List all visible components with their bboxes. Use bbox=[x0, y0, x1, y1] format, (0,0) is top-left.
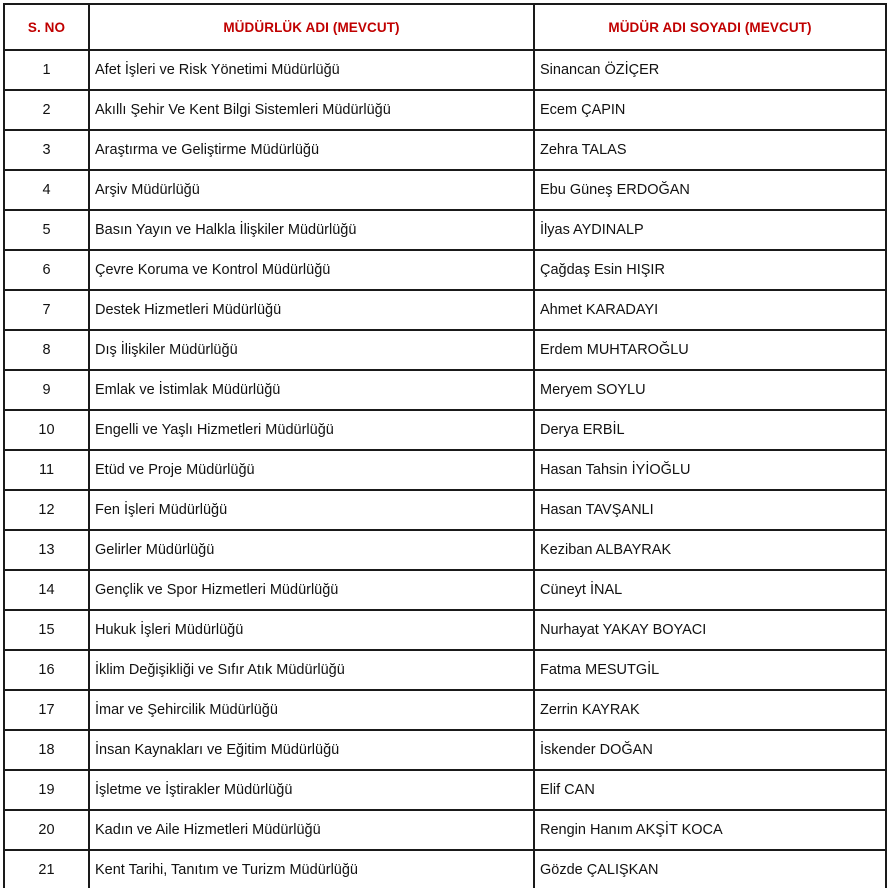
table-row bbox=[4, 130, 886, 170]
director-name-cell: Rengin Hanım AKŞİT KOCA bbox=[534, 810, 886, 850]
director-name-cell: Ecem ÇAPIN bbox=[534, 90, 886, 130]
directorate-name-cell: Araştırma ve Geliştirme Müdürlüğü bbox=[89, 130, 534, 170]
row-number-cell: 7 bbox=[4, 290, 89, 330]
directorate-name-cell: Dış İlişkiler Müdürlüğü bbox=[89, 330, 534, 370]
directorate-name-cell: Gelirler Müdürlüğü bbox=[89, 530, 534, 570]
directorate-name-cell: İşletme ve İştirakler Müdürlüğü bbox=[89, 770, 534, 810]
directorate-name-cell: Afet İşleri ve Risk Yönetimi Müdürlüğü bbox=[89, 50, 534, 90]
directorate-name-cell: Kent Tarihi, Tanıtım ve Turizm Müdürlüğü bbox=[89, 850, 534, 888]
directorate-name-cell: Destek Hizmetleri Müdürlüğü bbox=[89, 290, 534, 330]
directorate-name-cell: Kadın ve Aile Hizmetleri Müdürlüğü bbox=[89, 810, 534, 850]
row-number-cell: 11 bbox=[4, 450, 89, 490]
directorates-table bbox=[3, 3, 887, 888]
director-name-cell: Fatma MESUTGİL bbox=[534, 650, 886, 690]
director-name-cell: Meryem SOYLU bbox=[534, 370, 886, 410]
directorate-name-cell: Gençlik ve Spor Hizmetleri Müdürlüğü bbox=[89, 570, 534, 610]
table-row bbox=[4, 530, 886, 570]
row-number-cell: 14 bbox=[4, 570, 89, 610]
director-name-cell: Gözde ÇALIŞKAN bbox=[534, 850, 886, 888]
table-row bbox=[4, 490, 886, 530]
row-number-cell: 2 bbox=[4, 90, 89, 130]
directorate-name-cell: İnsan Kaynakları ve Eğitim Müdürlüğü bbox=[89, 730, 534, 770]
table-row bbox=[4, 690, 886, 730]
director-name-cell: Elif CAN bbox=[534, 770, 886, 810]
table-row bbox=[4, 610, 886, 650]
table-header-row bbox=[4, 4, 886, 50]
table-row bbox=[4, 370, 886, 410]
table-row bbox=[4, 170, 886, 210]
row-number-cell: 19 bbox=[4, 770, 89, 810]
directorate-name-cell: Engelli ve Yaşlı Hizmetleri Müdürlüğü bbox=[89, 410, 534, 450]
director-name-cell: İlyas AYDINALP bbox=[534, 210, 886, 250]
row-number-cell: 12 bbox=[4, 490, 89, 530]
directorate-name-cell: Fen İşleri Müdürlüğü bbox=[89, 490, 534, 530]
row-number-cell: 18 bbox=[4, 730, 89, 770]
table-row bbox=[4, 650, 886, 690]
table-row bbox=[4, 850, 886, 888]
directorate-name-cell: Etüd ve Proje Müdürlüğü bbox=[89, 450, 534, 490]
row-number-cell: 9 bbox=[4, 370, 89, 410]
row-number-cell: 21 bbox=[4, 850, 89, 888]
table-row bbox=[4, 770, 886, 810]
director-name-cell: İskender DOĞAN bbox=[534, 730, 886, 770]
table-row bbox=[4, 450, 886, 490]
director-name-cell: Hasan TAVŞANLI bbox=[534, 490, 886, 530]
row-number-cell: 8 bbox=[4, 330, 89, 370]
table-body bbox=[4, 50, 886, 888]
row-number-cell: 15 bbox=[4, 610, 89, 650]
row-number-cell: 4 bbox=[4, 170, 89, 210]
table-row bbox=[4, 290, 886, 330]
director-name-cell: Cüneyt İNAL bbox=[534, 570, 886, 610]
row-number-cell: 20 bbox=[4, 810, 89, 850]
directorate-name-cell: İmar ve Şehircilik Müdürlüğü bbox=[89, 690, 534, 730]
column-header-mudurluk-adi: MÜDÜRLÜK ADI (MEVCUT) bbox=[89, 4, 534, 50]
row-number-cell: 5 bbox=[4, 210, 89, 250]
table-row bbox=[4, 570, 886, 610]
director-name-cell: Zerrin KAYRAK bbox=[534, 690, 886, 730]
row-number-cell: 16 bbox=[4, 650, 89, 690]
row-number-cell: 10 bbox=[4, 410, 89, 450]
director-name-cell: Derya ERBİL bbox=[534, 410, 886, 450]
table-row bbox=[4, 730, 886, 770]
director-name-cell: Zehra TALAS bbox=[534, 130, 886, 170]
directorate-name-cell: İklim Değişikliği ve Sıfır Atık Müdürlüğü bbox=[89, 650, 534, 690]
directorate-name-cell: Hukuk İşleri Müdürlüğü bbox=[89, 610, 534, 650]
table-row bbox=[4, 90, 886, 130]
directorate-name-cell: Emlak ve İstimlak Müdürlüğü bbox=[89, 370, 534, 410]
row-number-cell: 3 bbox=[4, 130, 89, 170]
director-name-cell: Erdem MUHTAROĞLU bbox=[534, 330, 886, 370]
table-row bbox=[4, 330, 886, 370]
director-name-cell: Ahmet KARADAYI bbox=[534, 290, 886, 330]
table-row bbox=[4, 50, 886, 90]
directorate-name-cell: Çevre Koruma ve Kontrol Müdürlüğü bbox=[89, 250, 534, 290]
directorate-name-cell: Arşiv Müdürlüğü bbox=[89, 170, 534, 210]
row-number-cell: 13 bbox=[4, 530, 89, 570]
table-row bbox=[4, 410, 886, 450]
director-name-cell: Hasan Tahsin İYİOĞLU bbox=[534, 450, 886, 490]
table-row bbox=[4, 810, 886, 850]
column-header-sno: S. NO bbox=[4, 4, 89, 50]
director-name-cell: Sinancan ÖZİÇER bbox=[534, 50, 886, 90]
directorate-name-cell: Basın Yayın ve Halkla İlişkiler Müdürlüğü bbox=[89, 210, 534, 250]
table-row bbox=[4, 210, 886, 250]
row-number-cell: 17 bbox=[4, 690, 89, 730]
directorate-name-cell: Akıllı Şehir Ve Kent Bilgi Sistemleri Müdürlüğü bbox=[89, 90, 534, 130]
column-header-mudur-adi-soyadi: MÜDÜR ADI SOYADI (MEVCUT) bbox=[534, 4, 886, 50]
director-name-cell: Çağdaş Esin HIŞIR bbox=[534, 250, 886, 290]
director-name-cell: Nurhayat YAKAY BOYACI bbox=[534, 610, 886, 650]
table-row bbox=[4, 250, 886, 290]
row-number-cell: 6 bbox=[4, 250, 89, 290]
director-name-cell: Ebu Güneş ERDOĞAN bbox=[534, 170, 886, 210]
director-name-cell: Keziban ALBAYRAK bbox=[534, 530, 886, 570]
row-number-cell: 1 bbox=[4, 50, 89, 90]
